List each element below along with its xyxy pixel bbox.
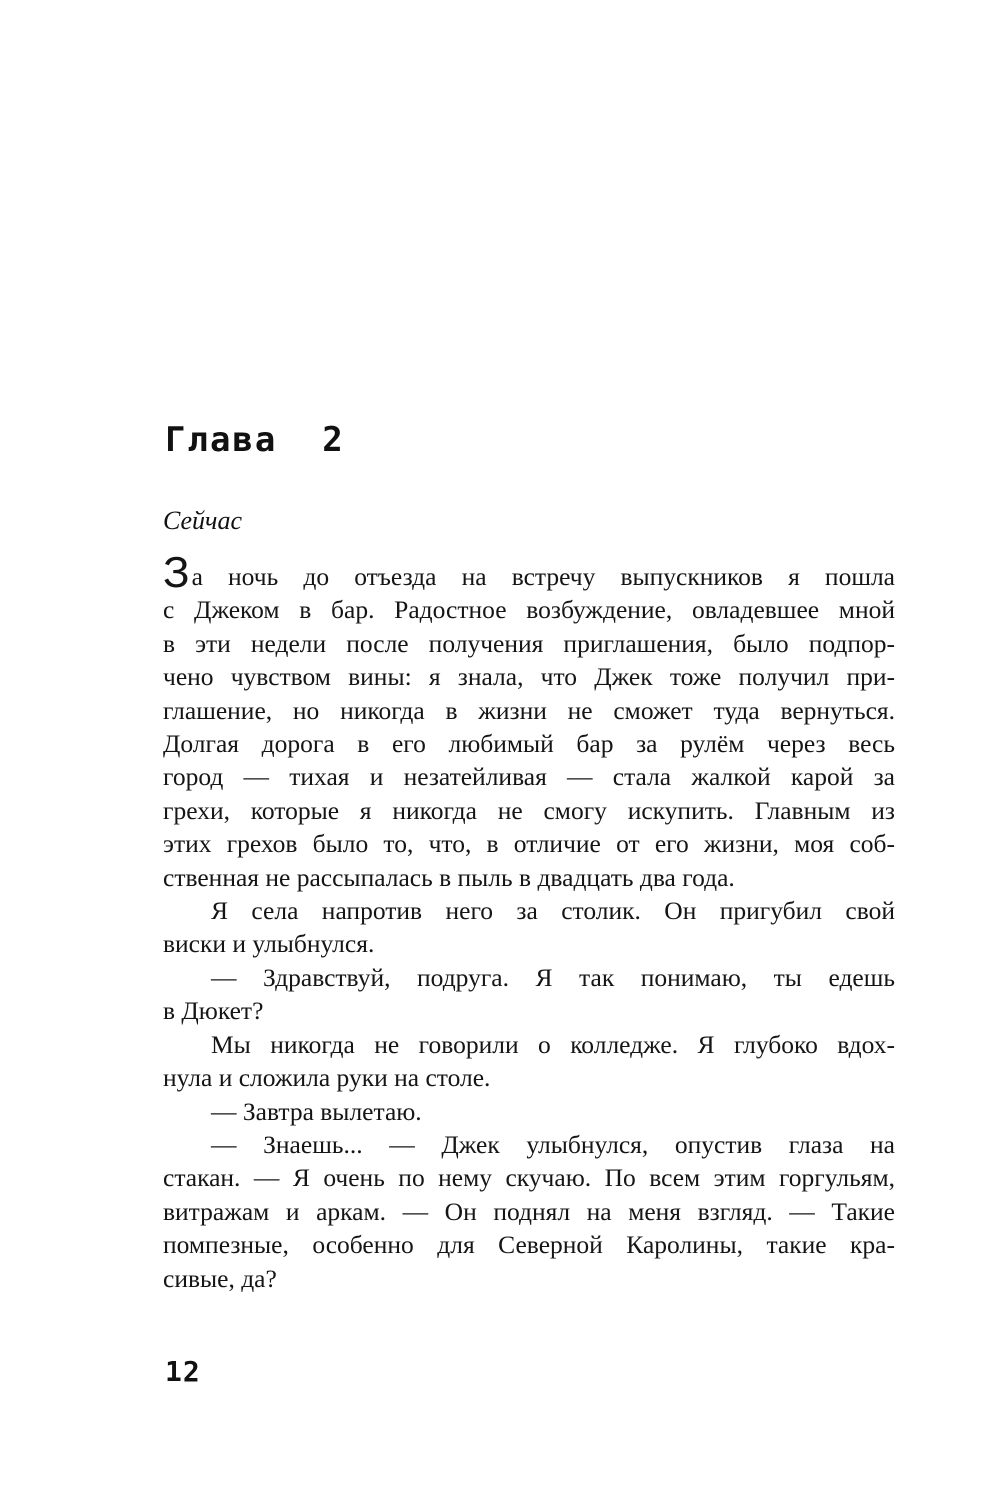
page-number: 12 [165,1355,201,1388]
text-line: витражам и аркам. — Он поднял на меня взгляд. — Такие [163,1196,895,1226]
text-line: — Завтра вылетаю. [211,1096,422,1126]
chapter-subtitle: Сейчас [163,506,243,535]
text-line: помпезные, особенно для Северной Каролины, такие кра- [163,1230,895,1260]
text-line: в Дюкет? [163,996,264,1026]
drop-cap: З [163,548,190,597]
text-line: — Здравствуй, подруга. Я так понимаю, ты едешь [211,962,895,992]
text-line: грехи, которые я никогда не смогу искупить. Главным из [163,795,895,825]
text-line: Я села напротив него за столик. Он пригубил свой [211,896,895,926]
text-line: стакан. — Я очень по нему скучаю. По всем этим горгульям, [163,1163,895,1193]
text-line: Долгая дорога в его любимый бар за рулём через весь [163,729,895,759]
body-text [163,548,895,1295]
text-line: — Знаешь... — Джек улыбнулся, опустив глаза на [211,1129,895,1159]
text-line: в эти недели после получения приглашения, было подпор- [163,628,895,658]
text-line: нула и сложила руки на столе. [163,1063,491,1093]
text-line: чено чувством вины: я знала, что Джек тоже получил при- [163,662,895,692]
text-line: Мы никогда не говорили о колледже. Я глубоко вдох- [211,1029,895,1059]
text-line: сивые, да? [163,1263,277,1293]
chapter-title: Глава 2 [165,420,345,460]
text-line: с Джеком в бар. Радостное возбуждение, овладевшее мной [163,595,895,625]
text-line: виски и улыбнулся. [163,929,375,959]
text-line: глашение, но никогда в жизни не сможет туда вернуться. [163,695,895,725]
text-line: этих грехов было то, что, в отличие от его жизни, моя соб- [163,829,895,859]
text-line: За ночь до отъезда на встречу выпускников я пошла [163,548,895,597]
text-line: город — тихая и незатейливая — стала жалкой карой за [163,762,895,792]
text-line: ственная не рассыпалась в пыль в двадцать два года. [163,862,735,892]
